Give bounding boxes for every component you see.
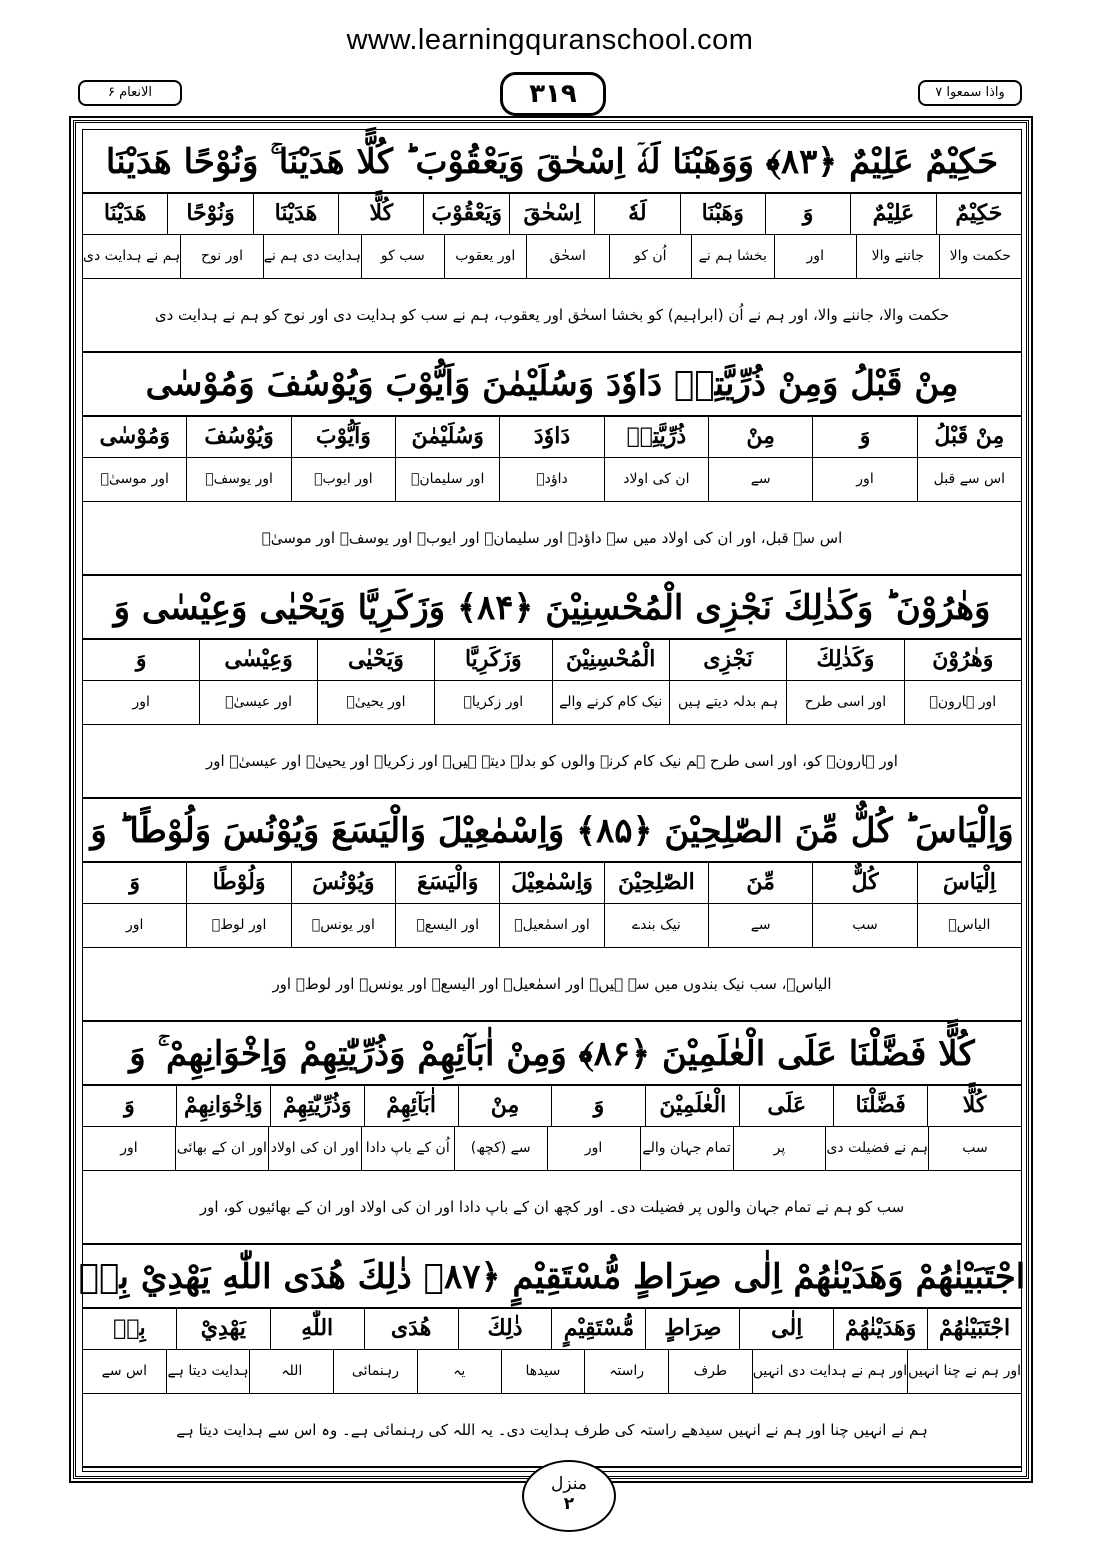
- arabic-word-cell: اِسْحٰقَ: [509, 192, 594, 234]
- verse-line: اجْتَبَيْنٰهُمْ وَهَدَيْنٰهُمْ اِلٰى صِرَاطٍ مُّسْتَقِيْمٍ ﴿۸۷﴾ ذٰلِكَ هُدَى اللّٰهِ يَهْدِيْ بِهٖ: [83, 1245, 1021, 1309]
- urdu-meaning-cell: اور: [126, 917, 144, 933]
- arabic-word-cell: مِنْ قَبْلُ: [917, 415, 1021, 457]
- arabic-word-cell: وَلُوْطًا: [186, 861, 290, 903]
- word-row: [83, 192, 1021, 235]
- urdu-meaning-cell: اور اسی طرح: [786, 680, 903, 724]
- arabic-word-cell: اٰبَآئِهِمْ: [364, 1084, 458, 1126]
- arabic-word-cell: وَالْيَسَعَ: [395, 861, 499, 903]
- word-row: [83, 1084, 1021, 1127]
- word-row: [83, 861, 1021, 904]
- urdu-meaning-cell: اور یوسفؑ: [186, 457, 290, 501]
- word-row: [83, 1307, 1021, 1350]
- arabic-word-cell: وَ: [812, 415, 916, 457]
- arabic-word-cell: وَهَبْنَا: [680, 192, 765, 234]
- manzil-number: ۲: [563, 1494, 575, 1514]
- urdu-meaning-cell: اور: [132, 694, 150, 710]
- arabic-word-cell: وَيُوْسُفَ: [186, 415, 290, 457]
- arabic-word-cell: وَ: [124, 1092, 135, 1118]
- page-number: ۳۱۹: [500, 72, 606, 116]
- urdu-meaning-cell: اور: [774, 234, 857, 278]
- urdu-meaning-cell: اور یعقوب: [444, 234, 527, 278]
- arabic-word-cell: وَ: [129, 869, 141, 895]
- arabic-word-cell: وَ: [765, 192, 850, 234]
- arabic-word-cell: كُلًّا: [927, 1084, 1021, 1126]
- translation-line: سب کو ہم نے تمام جہان والوں پر فضیلت دی۔ اور کچھ ان کے باپ دادا اور ان کی اولاد اور ان کے بھائیوں کو، اور: [83, 1170, 1021, 1245]
- meaning-row: [83, 1349, 1021, 1394]
- urdu-meaning-cell: طرف: [668, 1349, 752, 1393]
- manzil-badge: [522, 1460, 616, 1532]
- arabic-word-cell: وَمُوْسٰى: [99, 423, 170, 449]
- arabic-word-cell: نَجْزِى: [669, 638, 786, 680]
- page-frame: [73, 120, 1029, 1479]
- arabic-word-cell: وَاِخْوَانِهِمْ: [176, 1084, 270, 1126]
- arabic-word-cell: وَسُلَيْمٰنَ: [395, 415, 499, 457]
- arabic-word-cell: كُلًّا: [338, 192, 423, 234]
- meaning-row: [83, 457, 1021, 502]
- meaning-row: [83, 903, 1021, 948]
- arabic-word-cell: عَلَى: [739, 1084, 833, 1126]
- urdu-meaning-cell: یہ: [417, 1349, 501, 1393]
- arabic-word-cell: عَلِيْمٌ: [850, 192, 935, 234]
- urdu-meaning-cell: جاننے والا: [856, 234, 939, 278]
- urdu-meaning-cell: اور زکریاؑ: [434, 680, 551, 724]
- arabic-word-cell: اِلْيَاسَ: [917, 861, 1021, 903]
- verse-line: وَاِلْيَاسَ ؕ كُلٌّ مِّنَ الصّٰلِحِيْنَ ﴿۸۵﴾ وَاِسْمٰعِيْلَ وَالْيَسَعَ وَيُوْنُسَ وَلُوْطًا ؕ وَ: [83, 799, 1021, 863]
- meaning-row: [83, 1126, 1021, 1171]
- urdu-meaning-cell: اللہ: [249, 1349, 333, 1393]
- urdu-meaning-cell: ہم بدلہ دیتے ہیں: [669, 680, 786, 724]
- arabic-word-cell: مِنْ: [458, 1084, 552, 1126]
- urdu-meaning-cell: سیدھا: [501, 1349, 585, 1393]
- arabic-word-cell: يَهْدِيْ: [176, 1307, 270, 1349]
- arabic-word-cell: دَاوٗدَ: [499, 415, 603, 457]
- arabic-word-cell: وَذُرِّيّٰتِهِمْ: [270, 1084, 364, 1126]
- meaning-row: [83, 680, 1021, 725]
- content-area: [78, 129, 1026, 1472]
- urdu-meaning-cell: رہنمائی: [333, 1349, 417, 1393]
- urdu-meaning-cell: اُن کو: [609, 234, 692, 278]
- arabic-word-cell: مِّنَ: [708, 861, 812, 903]
- urdu-meaning-cell: اور: [547, 1126, 640, 1170]
- arabic-word-cell: وَعِيْسٰى: [199, 638, 316, 680]
- urdu-meaning-cell: اور ان کی اولاد: [268, 1126, 361, 1170]
- urdu-meaning-cell: اسحٰق: [526, 234, 609, 278]
- arabic-word-cell: فَضَّلْنَا: [833, 1084, 927, 1126]
- arabic-word-cell: وَيَعْقُوْبَ: [423, 192, 508, 234]
- arabic-word-cell: وَيُوْنُسَ: [291, 861, 395, 903]
- urdu-meaning-cell: اس سے: [101, 1363, 147, 1379]
- arabic-word-cell: وَهٰرُوْنَ: [904, 638, 1021, 680]
- urdu-meaning-cell: سب: [928, 1126, 1021, 1170]
- arabic-word-cell: صِرَاطٍ: [645, 1307, 739, 1349]
- arabic-word-cell: الْعٰلَمِيْنَ: [645, 1084, 739, 1126]
- verse-line: كُلًّا فَضَّلْنَا عَلَى الْعٰلَمِيْنَ ﴿۸۶﴾ وَمِنْ اٰبَآئِهِمْ وَذُرِّيّٰتِهِمْ وَاِخْوَانِهِمْ ۚ وَ: [83, 1022, 1021, 1086]
- arabic-word-cell: مُّسْتَقِيْمٍ: [551, 1307, 645, 1349]
- arabic-word-cell: وَاَيُّوْبَ: [291, 415, 395, 457]
- arabic-word-cell: اِلٰى: [739, 1307, 833, 1349]
- urdu-meaning-cell: ہدایت دی ہم نے: [263, 234, 361, 278]
- urdu-meaning-cell: پر: [733, 1126, 826, 1170]
- urdu-meaning-cell: ہدایت دیتا ہے: [166, 1349, 250, 1393]
- urdu-meaning-cell: اور لوطؑ: [186, 903, 290, 947]
- urdu-meaning-cell: اور: [812, 457, 916, 501]
- word-row: [83, 638, 1021, 681]
- urdu-meaning-cell: اُن کے باپ دادا: [361, 1126, 454, 1170]
- verse-line: حَكِيْمٌ عَلِيْمٌ ﴿۸۳﴾ وَوَهَبْنَا لَهٗۤ اِسْحٰقَ وَيَعْقُوْبَ ؕ كُلًّا هَدَيْنَا ۚ وَنُوْحًا هَدَيْنَا: [83, 130, 1021, 194]
- urdu-meaning-cell: راستہ: [584, 1349, 668, 1393]
- urdu-meaning-cell: حکمت والا: [939, 234, 1022, 278]
- arabic-word-cell: الصّٰلِحِيْنَ: [604, 861, 708, 903]
- arabic-word-cell: بِهٖ: [113, 1315, 146, 1341]
- urdu-meaning-cell: الیاسؑ: [917, 903, 1021, 947]
- urdu-meaning-cell: اس سے قبل: [917, 457, 1021, 501]
- urdu-meaning-cell: اور یونسؑ: [291, 903, 395, 947]
- urdu-meaning-cell: اور نوح: [180, 234, 263, 278]
- urdu-meaning-cell: سب کو: [361, 234, 444, 278]
- urdu-meaning-cell: اور ایوبؑ: [291, 457, 395, 501]
- urdu-meaning-cell: اور سلیمانؑ: [395, 457, 499, 501]
- urdu-meaning-cell: اور عیسیٰؑ: [199, 680, 316, 724]
- meaning-row: [83, 234, 1021, 279]
- urdu-meaning-cell: اور ہم نے ہدایت دی انہیں: [752, 1349, 907, 1393]
- translation-line: حکمت والا، جاننے والا، اور ہم نے اُن (ابراہیم) کو بخشا اسحٰق اور یعقوب، ہم نے سب کو ہدایت دی اور نوح کو ہم نے ہدایت دی: [83, 278, 1021, 353]
- translation-line: اور ہارونؑ کو، اور اسی طرح ہم نیک کام کرنے والوں کو بدلہ دیتے ہیں۔ اور زکریاؑ اور یحییٰؑ اور عیسیٰؑ اور: [83, 724, 1021, 799]
- arabic-word-cell: اجْتَبَيْنٰهُمْ: [927, 1307, 1021, 1349]
- translation-line: الیاسؑ، سب نیک بندوں میں سے ہیں۔ اور اسمٰعیلؑ اور الیسعؑ اور یونسؑ اور لوطؑ اور: [83, 947, 1021, 1022]
- arabic-word-cell: وَيَحْيٰى: [317, 638, 434, 680]
- urdu-meaning-cell: نیک بندے: [604, 903, 708, 947]
- urdu-meaning-cell: اور اسمٰعیلؑ: [499, 903, 603, 947]
- urdu-meaning-cell: اور: [120, 1140, 138, 1156]
- arabic-word-cell: اللّٰهِ: [270, 1307, 364, 1349]
- urdu-meaning-cell: سے: [708, 457, 812, 501]
- arabic-word-cell: ذٰلِكَ: [458, 1307, 552, 1349]
- arabic-word-cell: هَدَيْنَا: [253, 192, 338, 234]
- urdu-meaning-cell: ان کی اولاد: [604, 457, 708, 501]
- word-row: [83, 415, 1021, 458]
- arabic-word-cell: وَكَذٰلِكَ: [786, 638, 903, 680]
- arabic-word-cell: وَ: [551, 1084, 645, 1126]
- urdu-meaning-cell: سب: [812, 903, 916, 947]
- urdu-meaning-cell: داؤدؑ: [499, 457, 603, 501]
- page-header: [66, 72, 1034, 120]
- arabic-word-cell: هُدَى: [364, 1307, 458, 1349]
- urdu-meaning-cell: اور موسیٰؑ: [100, 471, 169, 487]
- verse-line: وَهٰرُوْنَ ؕ وَكَذٰلِكَ نَجْزِى الْمُحْسِنِيْنَ ﴿۸۴﴾ وَزَكَرِيَّا وَيَحْيٰى وَعِيْسٰى وَ: [83, 576, 1021, 640]
- arabic-word-cell: ذُرِّيَّتِهٖ: [604, 415, 708, 457]
- arabic-word-cell: وَنُوْحًا: [167, 192, 252, 234]
- urdu-meaning-cell: ہم نے ہدایت دی: [83, 248, 181, 264]
- urdu-meaning-cell: اور یحییٰؑ: [317, 680, 434, 724]
- arabic-word-cell: حَكِيْمٌ: [936, 192, 1021, 234]
- urdu-meaning-cell: سے: [708, 903, 812, 947]
- urdu-meaning-cell: اور ہم نے چنا انہیں: [907, 1349, 1021, 1393]
- arabic-word-cell: الْمُحْسِنِيْنَ: [552, 638, 669, 680]
- urdu-meaning-cell: ہم نے فضیلت دی: [825, 1126, 928, 1170]
- urdu-meaning-cell: تمام جہان والے: [640, 1126, 733, 1170]
- arabic-word-cell: لَهٗ: [594, 192, 679, 234]
- manzil-label: منزل: [551, 1474, 587, 1494]
- arabic-word-cell: مِنْ: [708, 415, 812, 457]
- arabic-word-cell: هَدَيْنَا: [103, 200, 147, 226]
- website-url: www.learningquranschool.com: [346, 24, 754, 56]
- arabic-word-cell: وَاِسْمٰعِيْلَ: [499, 861, 603, 903]
- urdu-meaning-cell: بخشا ہم نے: [691, 234, 774, 278]
- arabic-word-cell: كُلٌّ: [812, 861, 916, 903]
- verse-line: مِنْ قَبْلُ وَمِنْ ذُرِّيَّتِهٖ دَاوٗدَ وَسُلَيْمٰنَ وَاَيُّوْبَ وَيُوْسُفَ وَمُوْسٰى: [83, 353, 1021, 417]
- urdu-meaning-cell: اور ہارونؑ: [904, 680, 1021, 724]
- urdu-meaning-cell: اور الیسعؑ: [395, 903, 499, 947]
- arabic-word-cell: وَزَكَرِيَّا: [434, 638, 551, 680]
- arabic-word-cell: وَهَدَيْنٰهُمْ: [833, 1307, 927, 1349]
- arabic-word-cell: وَ: [135, 646, 147, 672]
- urdu-meaning-cell: نیک کام کرنے والے: [552, 680, 669, 724]
- urdu-meaning-cell: اور ان کے بھائی: [175, 1126, 268, 1170]
- translation-line: اس سے قبل، اور ان کی اولاد میں سے داؤدؑ اور سلیمانؑ اور ایوبؑ اور یوسفؑ اور موسیٰؑ: [83, 501, 1021, 576]
- translation-line: ہم نے انہیں چنا اور ہم نے انہیں سیدھے راستہ کی طرف ہدایت دی۔ یہ اللہ کی رہنمائی ہے۔ وہ اس سے ہدایت دیتا ہے: [83, 1393, 1021, 1468]
- juz-name-label: واذا سمعوا ۷: [918, 80, 1022, 106]
- surah-name-label: الانعام ۶: [78, 80, 182, 106]
- urdu-meaning-cell: سے (کچھ): [454, 1126, 547, 1170]
